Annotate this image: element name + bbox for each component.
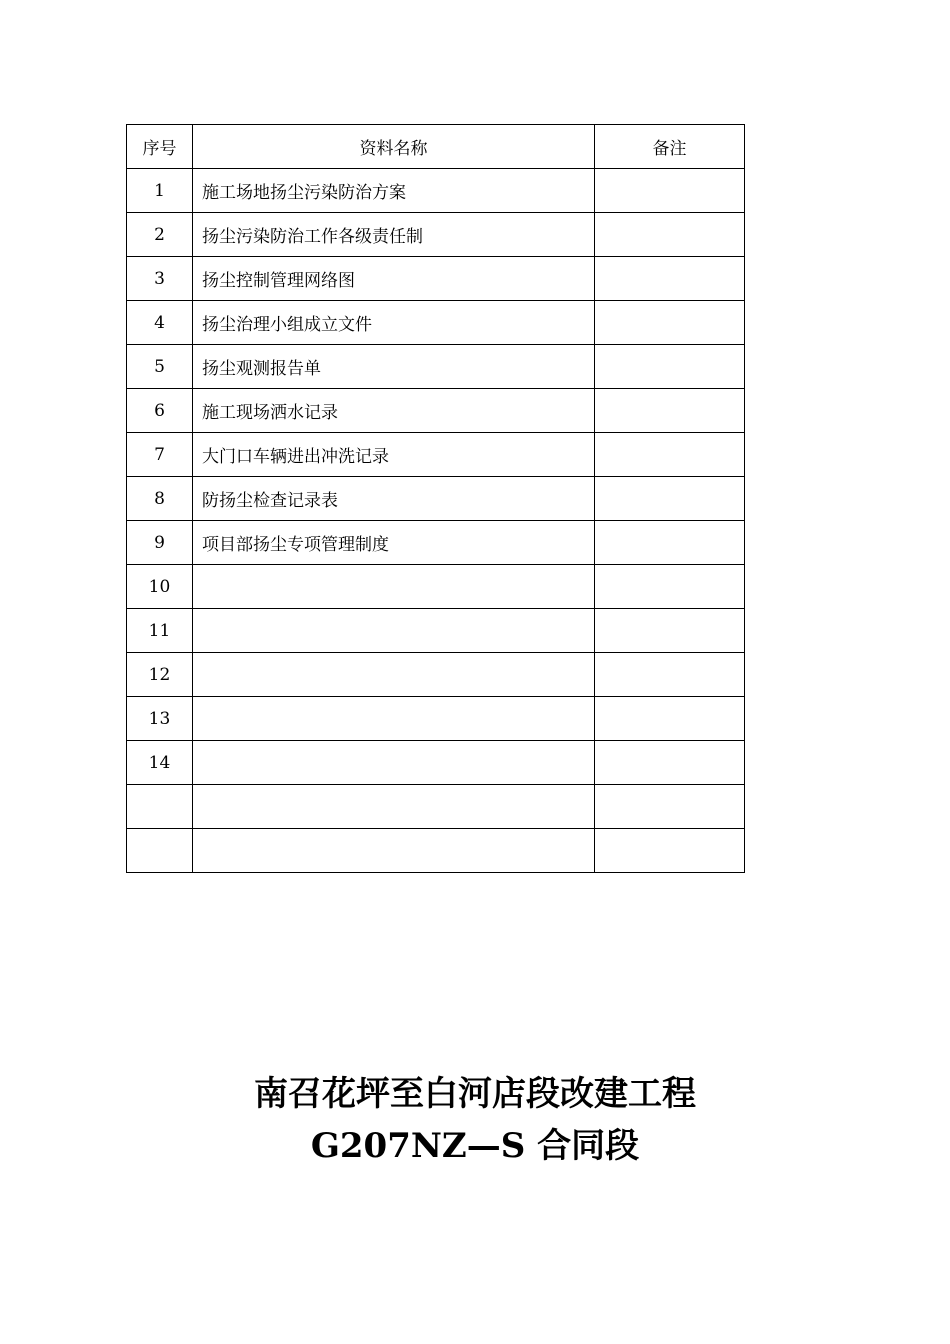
- row-index: 7: [127, 433, 193, 477]
- row-remark: [595, 477, 745, 521]
- table-row: [127, 477, 745, 521]
- table-row: [127, 741, 745, 785]
- table-row: [127, 345, 745, 389]
- row-index: 10: [127, 565, 193, 609]
- table-header-row: [127, 125, 745, 169]
- table-row: [127, 389, 745, 433]
- row-name: [193, 697, 595, 741]
- row-remark: [595, 433, 745, 477]
- row-name: [193, 829, 595, 873]
- table-row: [127, 213, 745, 257]
- row-name: [193, 785, 595, 829]
- project-title: [0, 1068, 950, 1172]
- row-index: 2: [127, 213, 193, 257]
- row-remark: [595, 829, 745, 873]
- row-name: 防扬尘检查记录表: [193, 477, 595, 521]
- row-index: [127, 829, 193, 873]
- header-remark: 备注: [595, 125, 745, 169]
- row-remark: [595, 301, 745, 345]
- row-remark: [595, 389, 745, 433]
- row-name: [193, 653, 595, 697]
- table-row: [127, 697, 745, 741]
- row-name: [193, 565, 595, 609]
- row-index: 5: [127, 345, 193, 389]
- row-remark: [595, 697, 745, 741]
- row-remark: [595, 785, 745, 829]
- table-row: [127, 609, 745, 653]
- row-remark: [595, 169, 745, 213]
- table-row: [127, 433, 745, 477]
- row-remark: [595, 653, 745, 697]
- row-index: 1: [127, 169, 193, 213]
- header-name: 资料名称: [193, 125, 595, 169]
- row-name: 扬尘污染防治工作各级责任制: [193, 213, 595, 257]
- row-remark: [595, 213, 745, 257]
- row-index: 14: [127, 741, 193, 785]
- row-remark: [595, 741, 745, 785]
- table-body: [127, 169, 745, 873]
- header-index: 序号: [127, 125, 193, 169]
- row-remark: [595, 609, 745, 653]
- row-name: 施工现场洒水记录: [193, 389, 595, 433]
- row-index: 3: [127, 257, 193, 301]
- row-name: 扬尘观测报告单: [193, 345, 595, 389]
- row-name: [193, 609, 595, 653]
- contract-section-title: G207NZ—S 合同段: [310, 1126, 640, 1166]
- table-row: [127, 301, 745, 345]
- project-title-line1: 南召花坪至白河店段改建工程: [254, 1074, 696, 1114]
- table-row: [127, 565, 745, 609]
- row-remark: [595, 257, 745, 301]
- row-remark: [595, 345, 745, 389]
- row-index: [127, 785, 193, 829]
- row-index: 9: [127, 521, 193, 565]
- row-name: 扬尘控制管理网络图: [193, 257, 595, 301]
- row-remark: [595, 565, 745, 609]
- row-remark: [595, 521, 745, 565]
- table-row: [127, 521, 745, 565]
- row-name: 大门口车辆进出冲洗记录: [193, 433, 595, 477]
- table-row: [127, 653, 745, 697]
- row-name: 施工场地扬尘污染防治方案: [193, 169, 595, 213]
- row-index: 6: [127, 389, 193, 433]
- row-name: 项目部扬尘专项管理制度: [193, 521, 595, 565]
- row-index: 13: [127, 697, 193, 741]
- row-index: 8: [127, 477, 193, 521]
- row-index: 12: [127, 653, 193, 697]
- table-row: [127, 829, 745, 873]
- row-name: [193, 741, 595, 785]
- table-row: [127, 785, 745, 829]
- row-name: 扬尘治理小组成立文件: [193, 301, 595, 345]
- table-row: [127, 169, 745, 213]
- table-row: [127, 257, 745, 301]
- row-index: 4: [127, 301, 193, 345]
- row-index: 11: [127, 609, 193, 653]
- document-list-table: [126, 124, 745, 873]
